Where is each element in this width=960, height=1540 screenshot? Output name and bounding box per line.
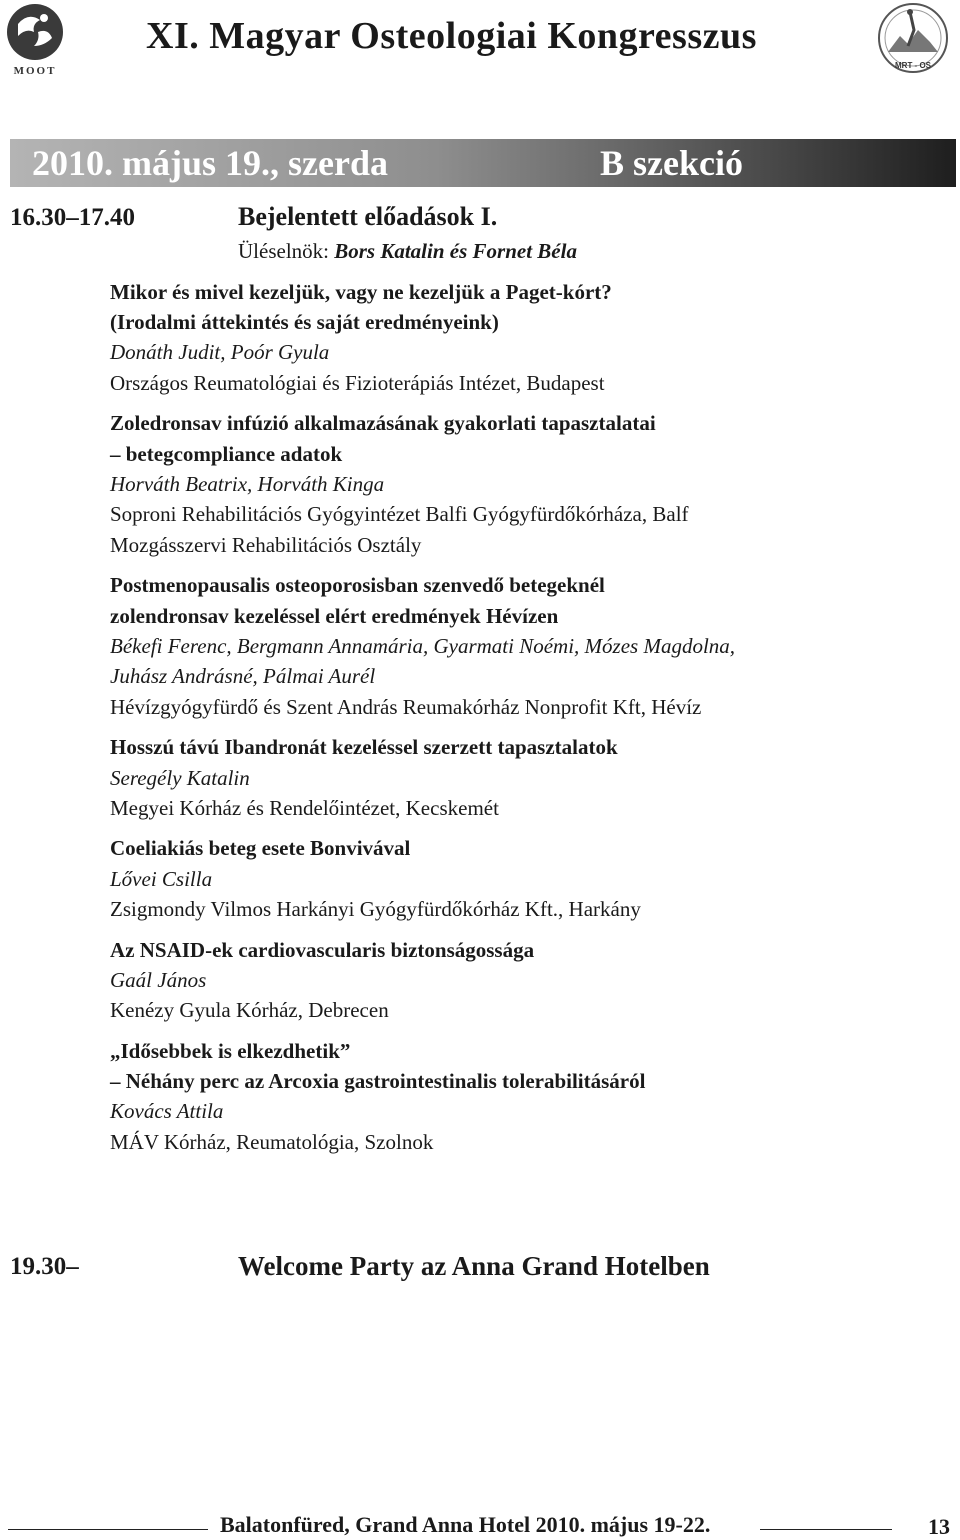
page-number: 13 — [928, 1514, 950, 1539]
evening-time: 19.30– — [10, 1253, 79, 1280]
moot-logo — [4, 2, 66, 78]
talk-4-title: Hosszú távú Ibandronát kezeléssel szerzett tapasztalatok — [110, 735, 618, 759]
footer-rule-left — [8, 1529, 208, 1530]
footer-rule-right — [760, 1529, 892, 1530]
talk-6-affiliation: Kenézy Gyula Kórház, Debrecen — [110, 998, 389, 1022]
mrt-os-logo-text: MRT - OS — [895, 61, 931, 70]
chairs-label: Üléselnök: — [238, 239, 335, 263]
talk-7-affiliation: MÁV Kórház, Reumatológia, Szolnok — [110, 1130, 434, 1154]
talk-5-title: Coeliakiás beteg esete Bonvivával — [110, 836, 411, 860]
banner-section: B szekció — [600, 143, 743, 183]
talk-1-authors: Donáth Judit, Poór Gyula — [110, 340, 330, 364]
talk-3-title-line-2: zolendronsav kezeléssel elért eredmények Hévízen — [110, 604, 559, 628]
talk-5-affiliation: Zsigmondy Vilmos Harkányi Gyógyfürdőkórház Kft., Harkány — [110, 897, 641, 921]
moot-logo-text: MOOT — [13, 65, 57, 77]
talk-2-title-line-1: Zoledronsav infúzió alkalmazásának gyakorlati tapasztalatai — [110, 411, 656, 435]
talk-7-authors: Kovács Attila — [110, 1099, 224, 1123]
talk-7-title-line-2: – Néhány perc az Arcoxia gastrointestinalis tolerabilitásáról — [110, 1069, 646, 1093]
evening-title: Welcome Party az Anna Grand Hotelben — [238, 1251, 710, 1281]
mrt-os-logo — [872, 2, 954, 78]
talk-6-authors: Gaál János — [110, 968, 207, 992]
talk-3-authors-line-2: Juhász Andrásné, Pálmai Aurél — [110, 664, 376, 688]
talk-2-affiliation-line-2: Mozgásszervi Rehabilitációs Osztály — [110, 533, 422, 557]
talk-4-authors: Seregély Katalin — [110, 766, 250, 790]
footer-text: Balatonfüred, Grand Anna Hotel 2010. május 19-22. — [220, 1512, 711, 1537]
talk-2-authors: Horváth Beatrix, Horváth Kinga — [110, 472, 385, 496]
talk-3-authors-line-1: Békefi Ferenc, Bergmann Annamária, Gyarmati Noémi, Mózes Magdolna, — [110, 634, 736, 658]
session-title: Bejelentett előadások I. — [238, 202, 498, 231]
session-time: 16.30–17.40 — [10, 204, 135, 231]
talk-5-authors: Lővei Csilla — [110, 867, 213, 891]
page-title: XI. Magyar Osteologiai Kongresszus — [146, 15, 757, 57]
chairs-names: Bors Katalin és Fornet Béla — [334, 239, 577, 263]
date-banner — [10, 139, 956, 187]
session-chairs — [238, 236, 577, 266]
talk-1-title-line-2: (Irodalmi áttekintés és saját eredményeink) — [110, 310, 499, 334]
talk-1-title-line-1: Mikor és mivel kezeljük, vagy ne kezeljük a Paget-kórt? — [110, 280, 612, 304]
talk-2-title-line-2: – betegcompliance adatok — [110, 442, 343, 466]
talk-4-affiliation: Megyei Kórház és Rendelőintézet, Kecskemét — [110, 796, 499, 820]
talk-3-title-line-1: Postmenopausalis osteoporosisban szenvedő betegeknél — [110, 573, 605, 597]
talk-2-affiliation-line-1: Soproni Rehabilitációs Gyógyintézet Balfi Gyógyfürdőkórháza, Balf — [110, 502, 689, 526]
banner-date: 2010. május 19., szerda — [32, 143, 388, 183]
talk-3-affiliation: Hévízgyógyfürdő és Szent András Reumakórház Nonprofit Kft, Hévíz — [110, 695, 702, 719]
talk-6-title: Az NSAID-ek cardiovascularis biztonságossága — [110, 938, 535, 962]
talk-1-affiliation: Országos Reumatológiai és Fizioterápiás Intézet, Budapest — [110, 371, 605, 395]
talk-7-title-line-1: „Idősebbek is elkezdhetik” — [110, 1039, 351, 1063]
